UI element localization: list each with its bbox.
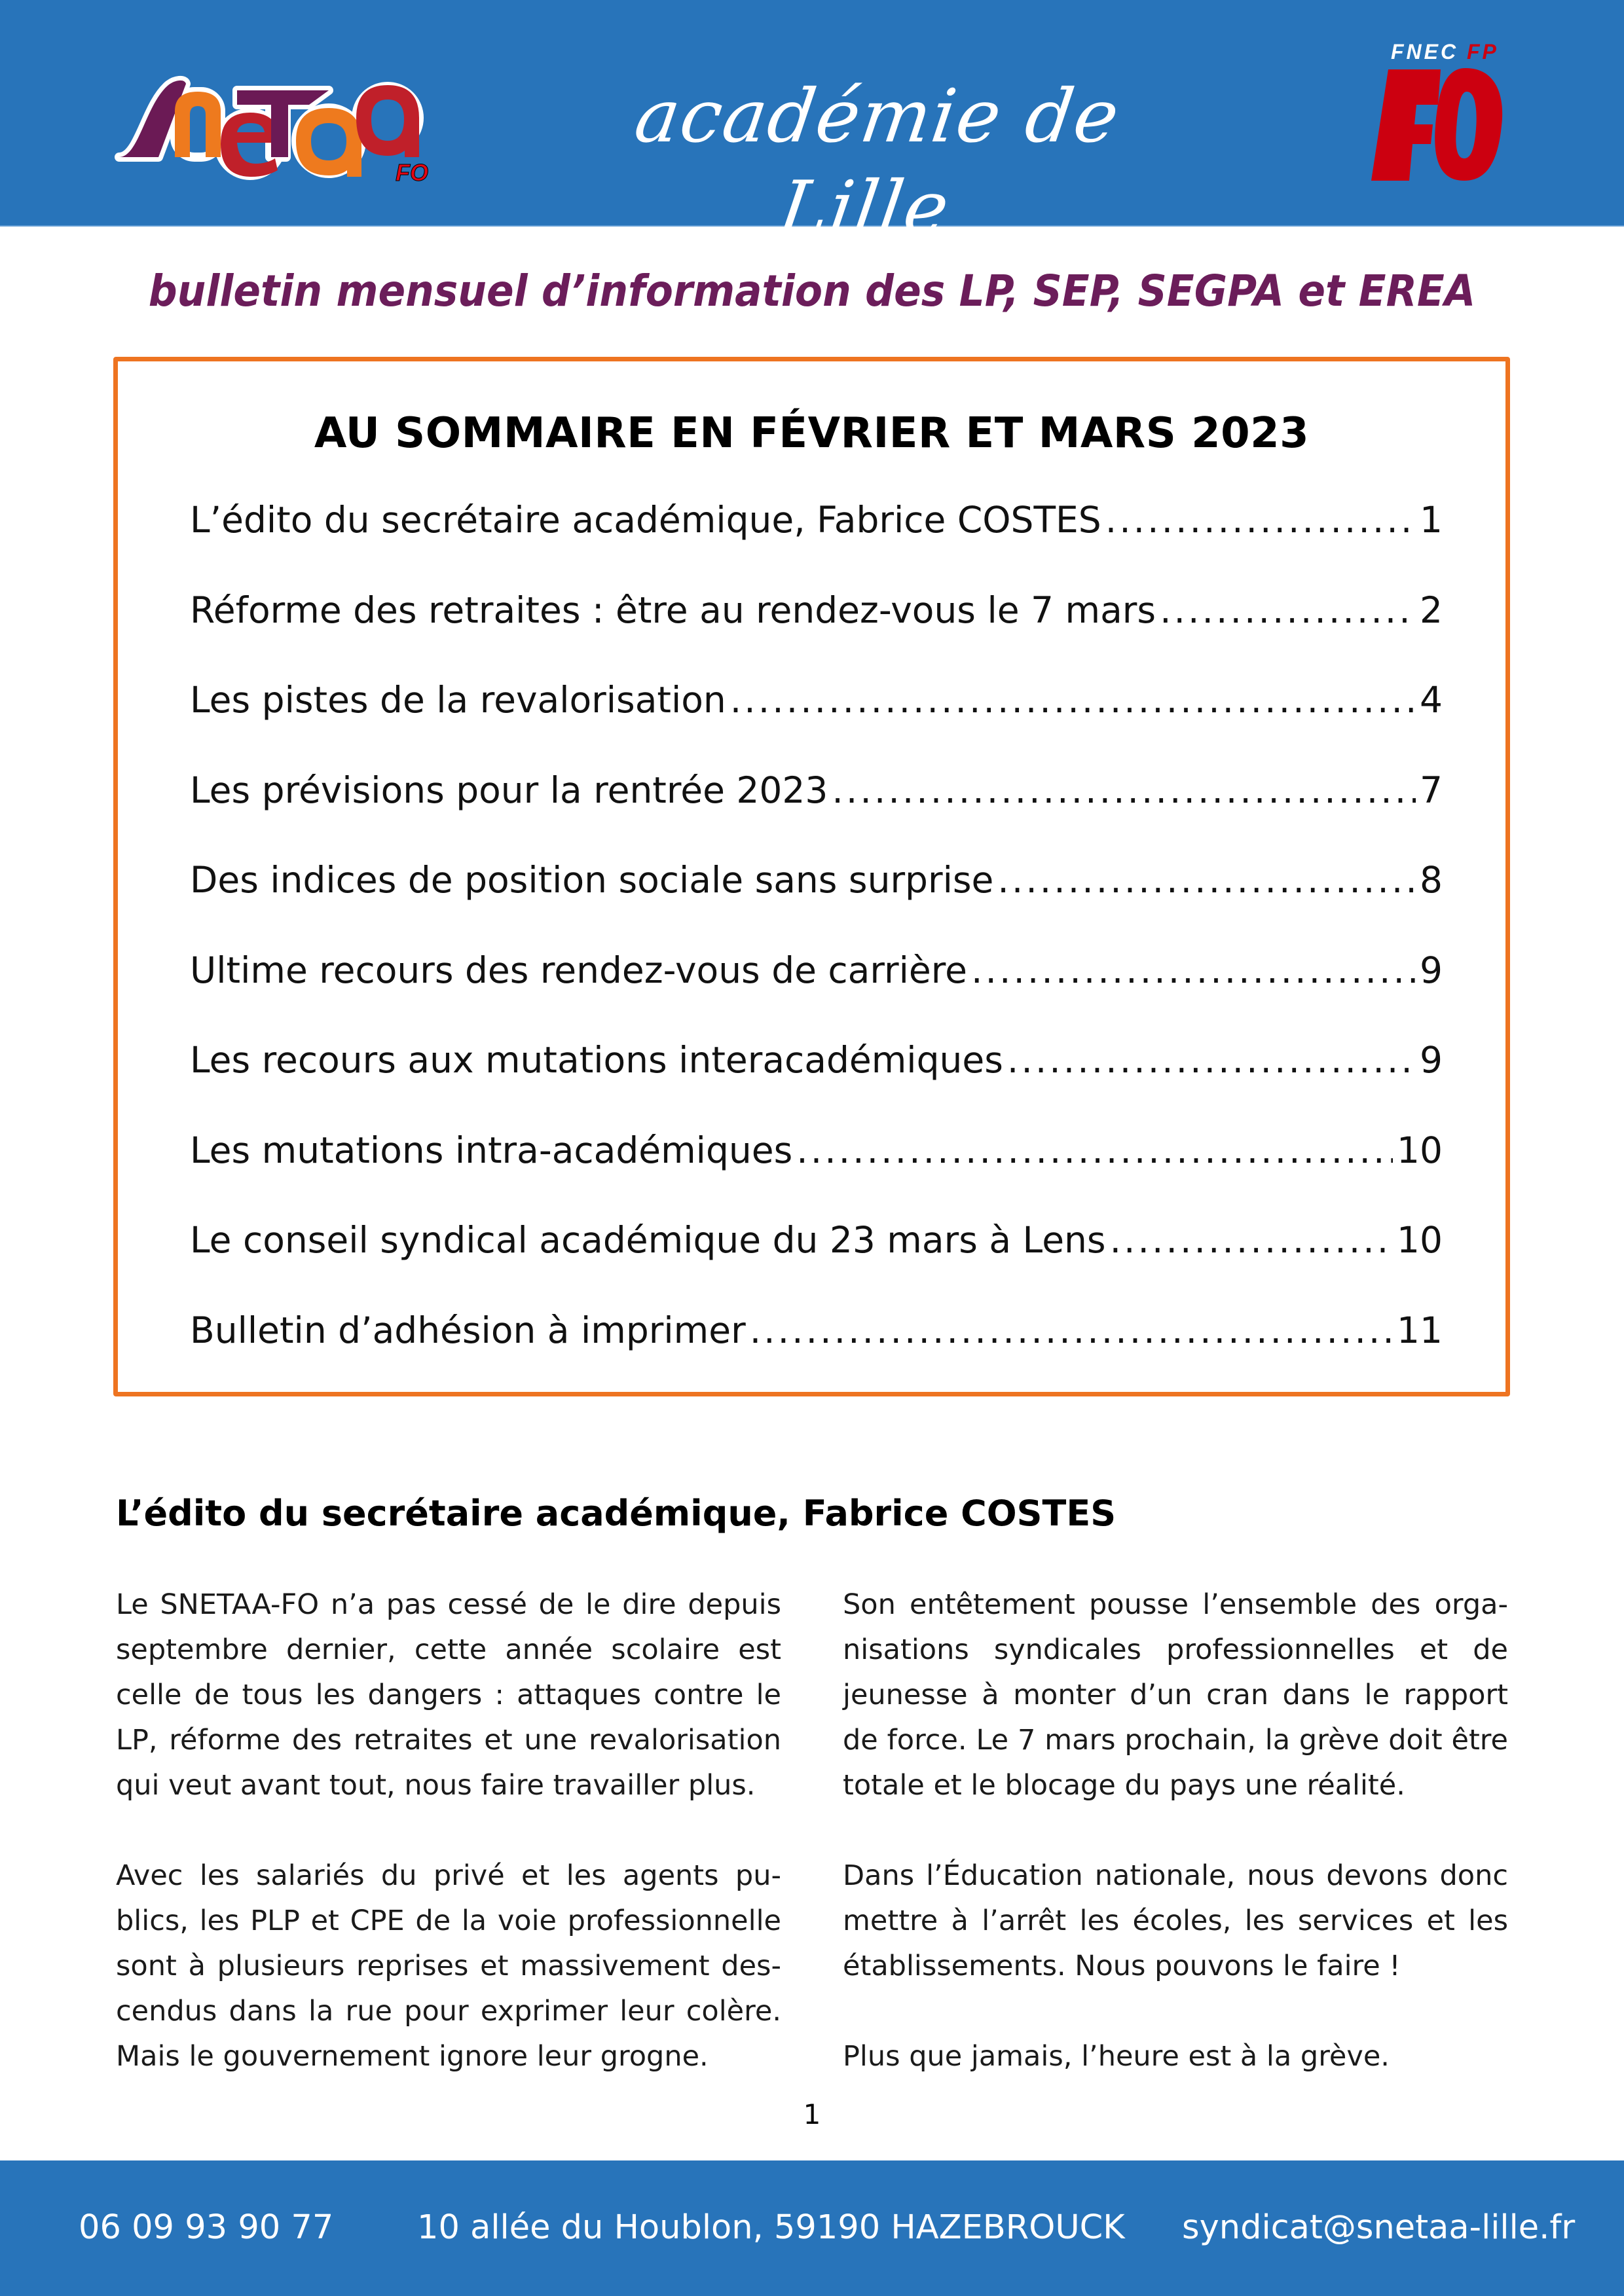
academy-title: académie de Lille <box>629 74 1126 251</box>
dot-leader <box>971 944 1416 996</box>
dot-leader <box>1110 1214 1393 1266</box>
toc-item[interactable] <box>190 674 1443 764</box>
toc-item-page: 10 <box>1397 1219 1443 1261</box>
dot-leader <box>1007 1034 1416 1086</box>
toc-item[interactable] <box>190 764 1443 854</box>
fnec-fp-fo-logo <box>1367 41 1511 185</box>
toc-item[interactable] <box>190 854 1443 944</box>
toc-item-page: 7 <box>1420 769 1443 811</box>
edito-heading: L’édito du secrétaire académique, Fabrice COSTES <box>116 1493 1116 1534</box>
toc-title: AU SOMMAIRE EN FÉVRIER ET MARS 2023 <box>314 409 1310 458</box>
dot-leader <box>730 674 1416 726</box>
svg-text:FNEC: FNEC <box>1391 41 1459 64</box>
edito-paragraph: Son entêtement pousse l’ensemble des organisations syndicales professionnelles et de jeunesse à monter d’un cran dans le rapport de force. Le 7 mars prochain, la grève doit être totale et le blocage du pays une réalité. <box>843 1588 1508 1802</box>
toc-item[interactable] <box>190 584 1443 674</box>
table-of-contents-box <box>113 357 1510 1396</box>
footer-banner <box>0 2160 1624 2296</box>
toc-item-label: Les recours aux mutations interacadémiques <box>190 1039 1003 1081</box>
toc-item[interactable] <box>190 1124 1443 1214</box>
dot-leader <box>832 764 1416 816</box>
toc-item-page: 4 <box>1420 679 1443 721</box>
toc-item[interactable] <box>190 944 1443 1034</box>
footer-email-link[interactable]: syndicat@snetaa-lille.fr <box>1182 2208 1576 2247</box>
dot-leader <box>1105 494 1416 546</box>
toc-item-page: 1 <box>1420 499 1443 541</box>
toc-item-label: Les mutations intra-académiques <box>190 1129 793 1171</box>
toc-item-page: 9 <box>1420 1039 1443 1081</box>
toc-list <box>190 494 1443 1394</box>
toc-item[interactable] <box>190 1034 1443 1124</box>
toc-item-label: Le conseil syndical académique du 23 mars à Lens <box>190 1219 1106 1261</box>
footer-phone: 06 09 93 90 77 <box>79 2208 334 2247</box>
edito-paragraph: Avec les salariés du privé et les agents publics, les PLP et CPE de la voie professionnelle sont à plusieurs reprises et massivement descendus dans la rue pour exprimer leur colère. Mais le gouvernement ignore leur grogne. <box>116 1859 781 2073</box>
toc-item-label: Les pistes de la revalorisation <box>190 679 726 721</box>
toc-item-label: Ultime recours des rendez-vous de carrière <box>190 949 967 991</box>
bulletin-subtitle: bulletin mensuel d’information des LP, SEP, SEGPA et EREA <box>148 266 1476 316</box>
dot-leader <box>997 854 1416 906</box>
toc-item-page: 8 <box>1420 859 1443 901</box>
toc-item-page: 9 <box>1420 949 1443 991</box>
toc-item-label: Bulletin d’adhésion à imprimer <box>190 1309 746 1351</box>
svg-text:FO: FO <box>396 159 428 183</box>
dot-leader <box>750 1304 1393 1357</box>
page-number: 1 <box>803 2098 821 2130</box>
svg-text:FP: FP <box>1467 41 1499 64</box>
dot-leader <box>796 1124 1393 1176</box>
edito-paragraph: Plus que jamais, l’heure est à la grève. <box>843 2040 1390 2073</box>
footer-address: 10 allée du Houblon, 59190 HAZEBROUCK <box>417 2208 1125 2247</box>
toc-item[interactable] <box>190 494 1443 584</box>
edito-paragraph: Le SNETAA-FO n’a pas cessé de le dire depuis septembre dernier, cette année scolaire est celle de tous les dangers : attaques contre le LP, réforme des retraites et une revalorisation qui veut avant tout, nous faire travailler plus. <box>116 1588 781 1802</box>
toc-item-page: 2 <box>1420 589 1443 631</box>
toc-item[interactable] <box>190 1214 1443 1304</box>
toc-item-label: Réforme des retraites : être au rendez-vous le 7 mars <box>190 589 1156 631</box>
toc-item-label: L’édito du secrétaire académique, Fabrice COSTES <box>190 499 1101 541</box>
snetaa-fo-logo <box>113 65 434 183</box>
toc-item-label: Les prévisions pour la rentrée 2023 <box>190 769 828 811</box>
header-banner <box>0 0 1624 251</box>
toc-item-page: 11 <box>1397 1309 1443 1351</box>
toc-item-label: Des indices de position sociale sans surprise <box>190 859 994 901</box>
dot-leader <box>1160 584 1416 636</box>
toc-item-page: 10 <box>1397 1129 1443 1171</box>
toc-item[interactable] <box>190 1304 1443 1394</box>
edito-paragraph: Dans l’Éducation nationale, nous devons donc mettre à l’arrêt les écoles, les services et les établissements. Nous pouvons le faire ! <box>843 1859 1508 1982</box>
edito-column-right <box>843 1582 1508 2079</box>
edito-column-left <box>116 1582 781 2079</box>
